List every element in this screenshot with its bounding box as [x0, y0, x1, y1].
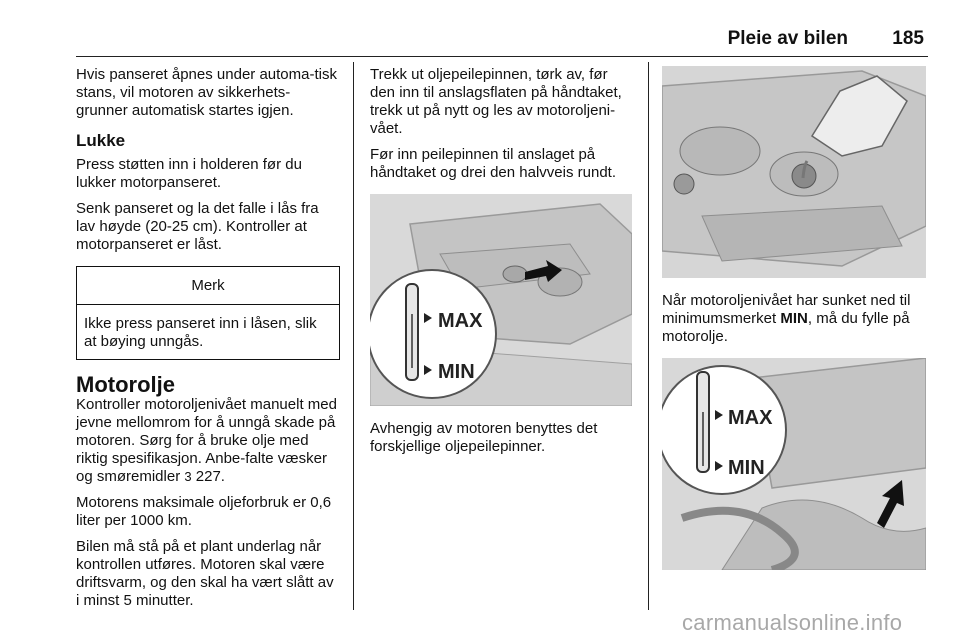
column-2 — [370, 66, 635, 464]
paragraph-lower-hood: Senk panseret og la det falle i lås fra lav høyde (20-25 cm). Kontroller at motorpanseret er låst. — [76, 200, 319, 253]
column-divider-left — [353, 62, 354, 610]
oil-fill-figure — [662, 66, 926, 278]
heading-motorolje: Motorolje — [76, 372, 175, 397]
page-reference-link[interactable]: 227. — [195, 468, 225, 485]
min-mark-text: MIN — [780, 310, 808, 327]
dipstick-max-label: MAX — [728, 407, 773, 429]
paragraph-pull-dipstick: Trekk ut oljepeilepinnen, tørk av, før den inn til anslagsflaten på håndtaket, trekk ut på nytt og les av motoroljeni-vået. — [370, 66, 622, 137]
paragraph-check-oil: Kontroller motoroljenivået manuelt med jevne mellomrom for å unngå skade på motoren. Sørg for å bruke olje med riktig spesifikasjon. Anbe-falte væsker og smøremidler 3 227. — [76, 396, 337, 485]
page-reference-arrow-icon: 3 — [184, 469, 192, 484]
paragraph-top-up-oil: Når motoroljenivået har sunket ned til minimumsmerket MIN, må du fylle på motorolje. — [662, 292, 911, 345]
paragraph-auto-stop: Hvis panseret åpnes under automa-tisk stans, vil motoren av sikkerhets-grunner automatisk startes igjen. — [76, 66, 337, 119]
dipstick-location-figure — [662, 358, 926, 570]
column-1 — [76, 66, 340, 618]
paragraph-level-ground: Bilen må stå på et plant underlag når kontrollen utføres. Motoren skal være driftsvarm, og den skal ha vært slått av i minst 5 minutter. — [76, 538, 334, 609]
dipstick-min-label: MIN — [728, 457, 765, 479]
section-title: Pleie av bilen — [727, 28, 848, 49]
note-box — [76, 266, 340, 360]
dipstick-engine-figure — [370, 194, 632, 406]
paragraph-oil-consumption: Motorens maksimale oljeforbruk er 0,6 liter per 1000 km. — [76, 494, 332, 529]
note-body: Ikke press panseret inn i låsen, slik at bøying unngås. — [84, 315, 317, 350]
note-title: Merk — [77, 267, 339, 305]
column-3 — [662, 66, 930, 584]
page-number: 185 — [892, 28, 924, 49]
column-divider-right — [648, 62, 649, 610]
dipstick-max-label: MAX — [438, 310, 483, 332]
paragraph-dipstick-variants: Avhengig av motoren benyttes det forskjellige oljepeilepinner. — [370, 420, 598, 455]
watermark: carmanualsonline.info — [682, 610, 903, 635]
paragraph-insert-dipstick: Før inn peilepinnen til anslaget på håndtaket og drei den halvveis rundt. — [370, 146, 616, 181]
paragraph-press-support: Press støtten inn i holderen før du lukker motorpanseret. — [76, 156, 302, 191]
heading-lukke: Lukke — [76, 131, 126, 150]
dipstick-min-label: MIN — [438, 361, 475, 383]
page-header — [76, 24, 928, 57]
